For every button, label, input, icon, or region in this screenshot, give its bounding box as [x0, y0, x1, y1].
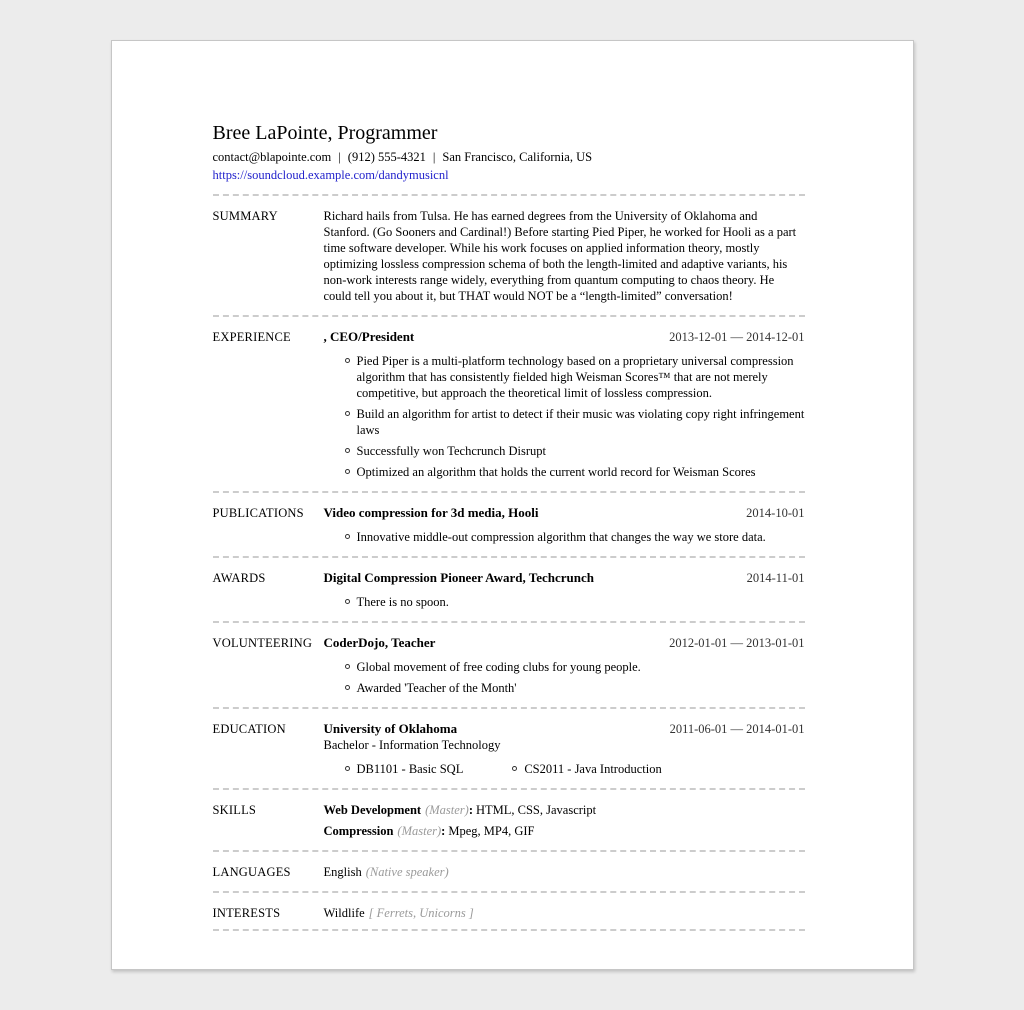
award-date: 2014-11-01	[746, 571, 805, 585]
section-label: SKILLS	[212, 803, 257, 817]
award-bullets	[324, 594, 805, 610]
section-publications	[213, 491, 805, 556]
section-label: INTERESTS	[212, 906, 281, 920]
skill-level: (Master)	[397, 824, 442, 838]
publication-title: Video compression for 3d media, Hooli	[323, 505, 539, 520]
interest-keywords: [ Ferrets, Unicorns ]	[368, 906, 474, 920]
section-interests	[213, 891, 805, 931]
skill-keywords: HTML, CSS, Javascript	[475, 803, 597, 817]
bullet-item: There is no spoon.	[344, 594, 805, 610]
skill-line	[324, 823, 805, 839]
bullet-item: Global movement of free coding clubs for young people.	[344, 659, 805, 675]
course-item: CS2011 - Java Introduction	[511, 761, 661, 777]
section-summary	[213, 194, 805, 315]
publication-date: 2014-10-01	[746, 506, 805, 520]
skill-colon: :	[468, 803, 473, 817]
section-label: EXPERIENCE	[212, 330, 291, 344]
skill-level: (Master)	[425, 803, 469, 817]
education-courses	[324, 761, 805, 777]
section-label: VOLUNTEERING	[212, 636, 313, 650]
section-label: EDUCATION	[212, 722, 286, 736]
section-education	[213, 707, 805, 788]
contact-email: contact@blapointe.com	[212, 150, 332, 164]
volunteering-title: CoderDojo, Teacher	[323, 635, 436, 650]
volunteering-dates: 2012-01-01 — 2013-01-01	[669, 636, 805, 650]
bullet-item: Awarded 'Teacher of the Month'	[344, 680, 805, 696]
skill-keywords: Mpeg, MP4, GIF	[448, 824, 535, 838]
section-awards	[213, 556, 805, 621]
experience-dates: 2013-12-01 — 2014-12-01	[669, 330, 805, 344]
section-label: PUBLICATIONS	[212, 506, 304, 520]
contact-separator: |	[432, 150, 436, 164]
section-label: LANGUAGES	[212, 865, 291, 879]
contact-location: San Francisco, California, US	[442, 150, 593, 164]
contact-line	[213, 149, 805, 165]
education-degree: Bachelor - Information Technology	[323, 738, 501, 752]
contact-phone: (912) 555-4321	[347, 150, 426, 164]
language-name: English	[323, 865, 362, 879]
resume-page	[111, 40, 914, 970]
contact-separator: |	[338, 150, 341, 164]
skill-name: Web Development	[323, 803, 422, 817]
language-fluency: (Native speaker)	[365, 865, 449, 879]
resume-header	[213, 121, 805, 194]
skill-name: Compression	[323, 824, 394, 838]
education-institution: University of Oklahoma	[323, 721, 458, 736]
experience-title: , CEO/President	[323, 329, 415, 344]
section-label: AWARDS	[212, 571, 266, 585]
interest-name: Wildlife	[323, 906, 365, 920]
course-item: DB1101 - Basic SQL	[344, 761, 464, 777]
publication-bullets	[324, 529, 805, 545]
name-title: Bree LaPointe, Programmer	[212, 122, 438, 144]
award-title: Digital Compression Pioneer Award, Techcrunch	[323, 570, 594, 585]
profile-link[interactable]: https://soundcloud.example.com/dandymusicnl	[212, 168, 449, 182]
section-experience	[213, 315, 805, 491]
summary-text: Richard hails from Tulsa. He has earned degrees from the University of Oklahoma and Stanford. (Go Sooners and Cardinal!) Before starting Pied Piper, he worked for Hooli as a part time software developer. While his work focuses on applied information theory, mostly optimizing lossless compression schema of both the length-limited and adaptive variants, his non-work interests range widely, everything from quantum computing to chaos theory. He could tell you about it, but THAT would NOT be a “length-limited” conversation!	[323, 209, 797, 303]
section-label: SUMMARY	[212, 209, 278, 223]
volunteering-bullets	[324, 659, 805, 696]
skill-line	[324, 802, 805, 818]
section-skills	[213, 788, 805, 850]
bullet-item: Build an algorithm for artist to detect if their music was violating copy right infringement laws	[344, 406, 805, 438]
section-volunteering	[213, 621, 805, 707]
experience-bullets	[324, 353, 805, 480]
section-languages	[213, 850, 805, 891]
bullet-item: Pied Piper is a multi-platform technology based on a proprietary universal compression algorithm that has consistently fielded high Weisman Scores™ that are not merely competitive, but approach the theoretical limit of lossless compression.	[344, 353, 805, 401]
bullet-item: Optimized an algorithm that holds the current world record for Weisman Scores	[344, 464, 805, 480]
bullet-item: Successfully won Techcrunch Disrupt	[344, 443, 805, 459]
bullet-item: Innovative middle-out compression algorithm that changes the way we store data.	[344, 529, 805, 545]
skill-colon: :	[441, 824, 446, 838]
education-dates: 2011-06-01 — 2014-01-01	[669, 722, 805, 736]
